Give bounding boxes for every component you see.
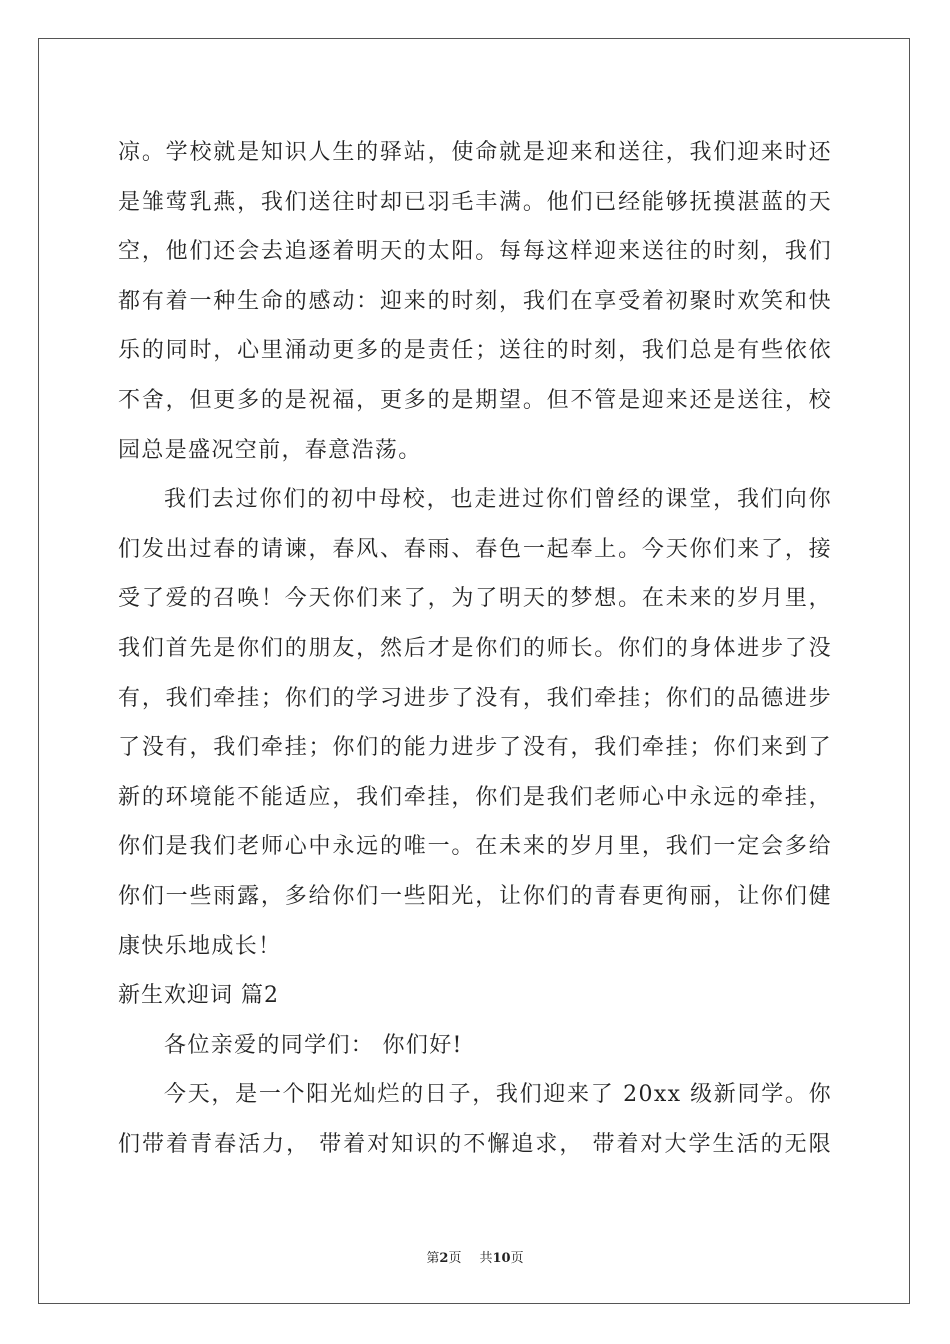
text-line: 我们首先是你们的朋友，然后才是你们的师长。你们的身体进步了没 (118, 635, 832, 661)
page-total: 10 (492, 1251, 511, 1266)
section-heading: 新生欢迎词 篇2 (118, 983, 279, 1009)
page-current: 2 (439, 1251, 449, 1266)
text-line: 新的环境能不能适应，我们牵挂，你们是我们老师心中永远的牵挂， (118, 784, 832, 810)
text-line: 有，我们牵挂；你们的学习进步了没有，我们牵挂；你们的品德进步 (118, 685, 832, 711)
page-prefix: 第 (426, 1251, 440, 1266)
text-line: 们带着青春活力， 带着对知识的不懈追求， 带着对大学生活的无限 (118, 1131, 832, 1157)
text-line: 不舍，但更多的是祝福，更多的是期望。但不管是迎来还是送往，校 (118, 387, 832, 413)
text-line: 乐的同时，心里涌动更多的是责任；送往的时刻，我们总是有些依依 (118, 338, 832, 364)
text-line: 了没有，我们牵挂；你们的能力进步了没有，我们牵挂；你们来到了 (118, 735, 832, 761)
text-line: 今天，是一个阳光灿烂的日子，我们迎来了 20xx 级新同学。你 (164, 1082, 832, 1108)
text-line: 受了爱的召唤！今天你们来了，为了明天的梦想。在未来的岁月里， (118, 586, 832, 612)
page-suffix: 页 (448, 1251, 462, 1266)
text-line: 都有着一种生命的感动：迎来的时刻，我们在享受着初聚时欢笑和快 (118, 288, 832, 314)
text-line: 们发出过春的请谏，春风、春雨、春色一起奉上。今天你们来了，接 (118, 536, 832, 562)
text-line: 凉。学校就是知识人生的驿站，使命就是迎来和送往，我们迎来时还 (118, 140, 832, 165)
text-line: 空，他们还会去追逐着明天的太阳。每每这样迎来送往的时刻，我们 (118, 239, 832, 265)
text-line: 各位亲爱的同学们： 你们好! (164, 1032, 463, 1058)
document-body (118, 128, 832, 1169)
total-prefix: 共 (479, 1251, 493, 1266)
text-line: 你们是我们老师心中永远的唯一。在未来的岁月里，我们一定会多给 (118, 834, 832, 860)
text-line: 是雏莺乳燕，我们送往时却已羽毛丰满。他们已经能够抚摸湛蓝的天 (118, 189, 832, 215)
text-line: 你们一些雨露，多给你们一些阳光，让你们的青春更徇丽，让你们健 (118, 883, 832, 909)
total-suffix: 页 (510, 1251, 524, 1266)
text-line: 康快乐地成长！ (118, 933, 282, 959)
text-line: 我们去过你们的初中母校，也走进过你们曾经的课堂，我们向你 (164, 487, 832, 513)
text-line: 园总是盛况空前，春意浩荡。 (118, 437, 422, 463)
page-footer (0, 1247, 950, 1266)
